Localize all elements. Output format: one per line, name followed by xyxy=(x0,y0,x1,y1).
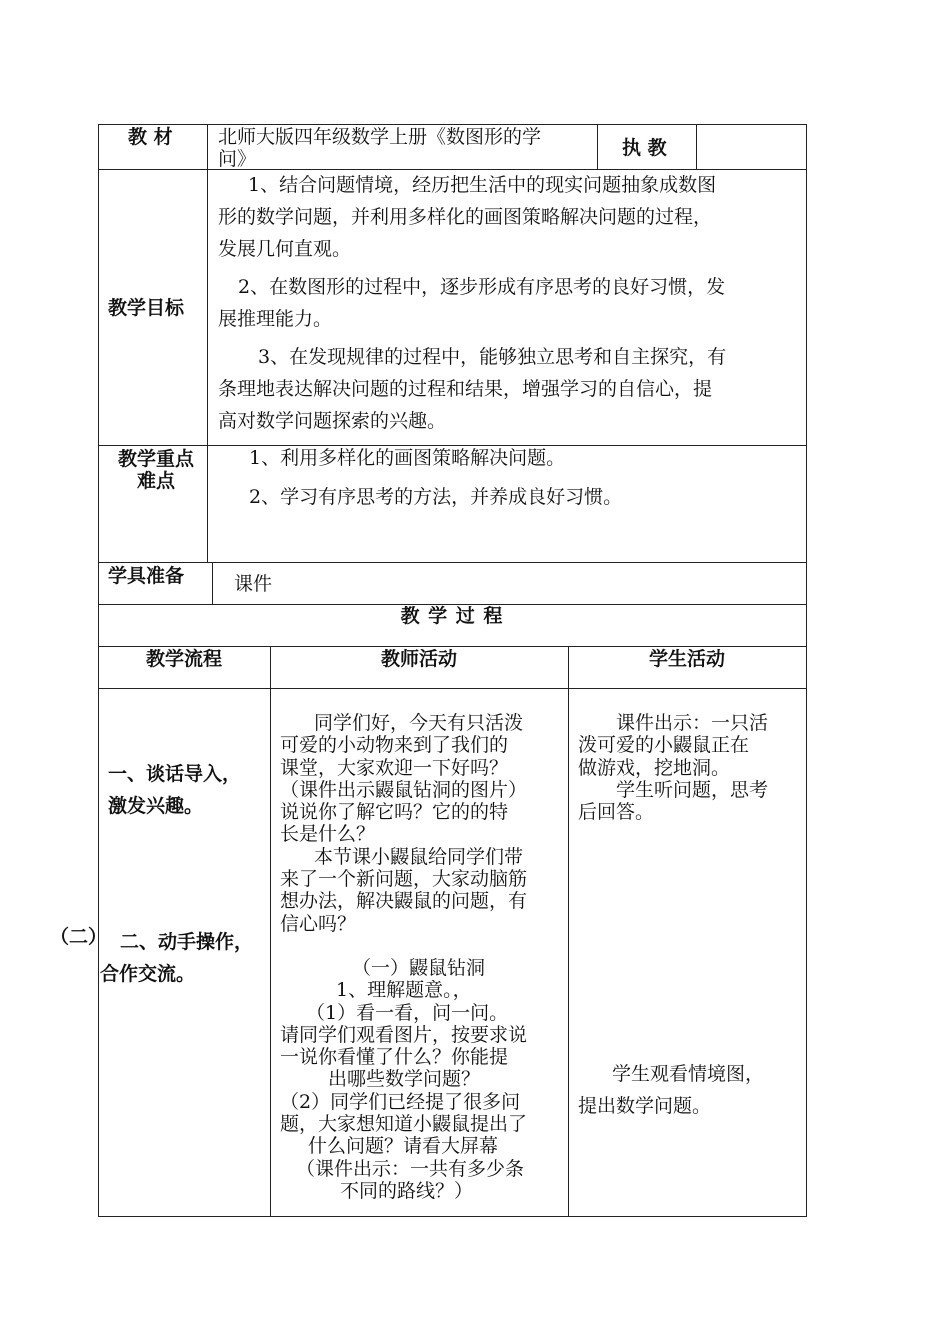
objectives-label: 教学目标 xyxy=(108,297,185,319)
flow-step-line: 一、谈话导入， xyxy=(108,763,242,785)
objective-line: 3、在发现规律的过程中，能够独立思考和自主探究，有 xyxy=(258,346,727,368)
teacher-line: 出哪些数学问题？ xyxy=(328,1068,481,1091)
teacher-line: （课件出示：一共有多少条 xyxy=(296,1157,525,1180)
process-title: 教 学 过 程 xyxy=(400,605,504,627)
student-line: 课件出示：一只活 xyxy=(616,712,769,734)
rule-row2 xyxy=(98,445,806,446)
objective-line: 1、结合问题情境，经历把生活中的现实问题抽象成数图 xyxy=(248,174,717,196)
teacher-line: 题，大家想知道小鼹鼠提出了 xyxy=(280,1113,528,1136)
teacher-line: 说说你了解它吗？它的的特 xyxy=(280,801,509,824)
teacher-line: （课件出示鼹鼠钻洞的图片） xyxy=(280,778,528,801)
flow-step-line: 激发兴趣。 xyxy=(108,795,204,817)
teacher-line: 课堂，大家欢迎一下好吗？ xyxy=(280,756,509,779)
student-line: 学生观看情境图， xyxy=(612,1063,765,1085)
col-header-flow: 教学流程 xyxy=(145,648,222,670)
teacher-line: 本节课小鼹鼠给同学们带 xyxy=(314,845,524,868)
keypoints-label-line: 难点 xyxy=(136,470,175,492)
rule-flow-col xyxy=(270,646,271,1216)
rule-label-col xyxy=(207,124,208,563)
objective-line: 2、在数图形的过程中，逐步形成有序思考的良好习惯，发 xyxy=(238,276,726,298)
teacher-line: 请同学们观看图片，按要求说 xyxy=(280,1023,528,1046)
teacher-line: 一说你看懂了什么？你能提 xyxy=(280,1046,509,1069)
student-line: 提出数学问题。 xyxy=(578,1095,712,1117)
rule-right xyxy=(806,124,807,1217)
student-line: 做游戏，挖地洞。 xyxy=(578,756,731,779)
teacher-line: 可爱的小动物来到了我们的 xyxy=(280,734,509,757)
student-activity xyxy=(578,712,768,823)
teacher-line: 信心吗？ xyxy=(280,912,357,935)
teacher-line: （一）鼹鼠钻洞 xyxy=(352,956,486,979)
objective-line: 发展几何直观。 xyxy=(218,238,352,260)
keypoint-item: 2、学习有序思考的方法，并养成良好习惯。 xyxy=(249,486,623,508)
materials-label: 学具准备 xyxy=(108,565,185,587)
teacher-line: 长是什么？ xyxy=(280,823,376,846)
student-line: 后回答。 xyxy=(578,801,655,824)
rule-row3 xyxy=(98,562,806,563)
objective-line: 条理地表达解决问题的过程和结果，增强学习的自信心，提 xyxy=(218,378,713,400)
teacher-line: （1）看一看，问一问。 xyxy=(306,1001,509,1024)
student-activity-2 xyxy=(578,1058,764,1122)
flow-step-line: 二、动手操作， xyxy=(120,931,254,953)
teacher-label: 执 教 xyxy=(622,137,667,159)
rule-bottom xyxy=(98,1216,806,1217)
flow-marker: （二） xyxy=(50,926,108,948)
keypoint-item: 1、利用多样化的画图策略解决问题。 xyxy=(249,447,566,469)
objectives-text xyxy=(218,169,726,437)
rule-materials-col xyxy=(212,562,213,604)
objective-line: 形的数学问题，并利用多样化的画图策略解决问题的过程， xyxy=(218,206,713,228)
teacher-activity xyxy=(280,712,527,1202)
rule-row5 xyxy=(98,646,806,647)
student-line: 学生听问题，思考 xyxy=(616,778,769,801)
objective-line: 高对数学问题探索的兴趣。 xyxy=(218,410,447,432)
flow-step-line: 合作交流。 xyxy=(100,963,196,985)
teacher-line: 来了一个新问题，大家动脑筋 xyxy=(280,868,528,891)
rule-left xyxy=(98,124,99,1217)
textbook-value xyxy=(218,126,541,170)
rule-row6 xyxy=(98,688,806,689)
student-line: 泼可爱的小鼹鼠正在 xyxy=(578,734,750,757)
teacher-line: 想办法，解决鼹鼠的问题，有 xyxy=(280,890,528,913)
materials-value: 课件 xyxy=(234,573,273,595)
flow-step-1 xyxy=(108,758,241,822)
teacher-line: 1、理解题意。， xyxy=(336,979,472,1002)
rule-teacher-col2 xyxy=(696,124,697,169)
teacher-line: 什么问题？请看大屏幕 xyxy=(308,1135,499,1158)
objective-line: 展推理能力。 xyxy=(218,308,333,330)
rule-teacher-activity-col xyxy=(568,646,569,1216)
teacher-line: （2）同学们已经提了很多问 xyxy=(280,1090,521,1113)
rule-teacher-col1 xyxy=(597,124,598,169)
rule-top xyxy=(98,124,806,125)
textbook-label: 教 材 xyxy=(128,126,173,148)
teacher-line: 不同的路线？） xyxy=(340,1179,474,1202)
textbook-line: 北师大版四年级数学上册《数图形的学 xyxy=(218,126,542,148)
keypoints-label xyxy=(108,448,204,492)
col-header-student: 学生活动 xyxy=(648,648,725,670)
flow-step-2 xyxy=(100,926,253,990)
teacher-line xyxy=(280,935,527,957)
textbook-line: 问》 xyxy=(218,148,257,170)
col-header-teacher: 教师活动 xyxy=(380,648,457,670)
keypoints-label-line: 教学重点 xyxy=(117,448,194,470)
teacher-line: 同学们好，今天有只活泼 xyxy=(314,712,524,734)
